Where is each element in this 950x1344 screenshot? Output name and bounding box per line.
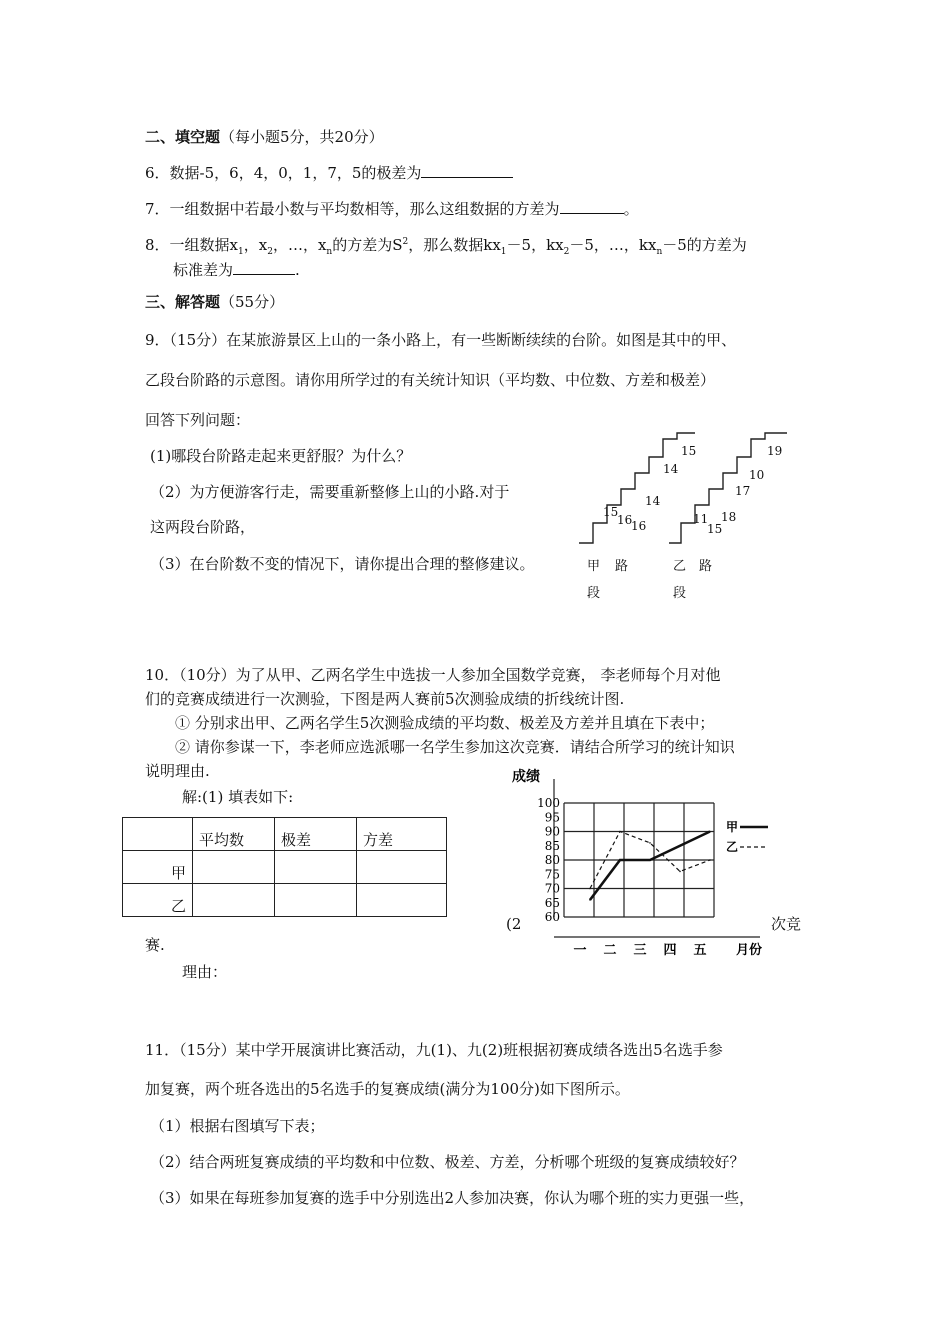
- q8-text-i: 标准差为: [173, 261, 234, 279]
- q6-number: 6．: [145, 164, 170, 182]
- data-point: [589, 899, 591, 901]
- y-tick-label: 85: [544, 838, 560, 853]
- section-3-heading: [145, 292, 284, 312]
- data-point: [679, 845, 681, 847]
- yi-step-3: 18: [721, 510, 737, 524]
- table-row: [123, 884, 447, 917]
- table-cell[interactable]: [193, 851, 275, 884]
- jia-step-1-a: 15: [603, 505, 619, 519]
- jia-label: 甲: [587, 559, 601, 574]
- score-line-chart: [510, 765, 772, 965]
- q8-text-f: －5，kx: [506, 236, 564, 254]
- data-point: [649, 842, 651, 844]
- table-cell[interactable]: [275, 884, 357, 917]
- q10-line-3: ① 分别求出甲、乙两名学生5次测验成绩的平均数、极差及方差并且填在下表中；: [175, 714, 715, 732]
- y-tick-label: 75: [544, 867, 560, 882]
- table-row-label: 乙: [123, 884, 193, 917]
- chart-xlabel: 月份: [736, 943, 763, 958]
- q9-part-2: （2）为方便游客行走，需要重新整修上山的小路.对于: [150, 483, 510, 501]
- q8-end: .: [295, 261, 300, 279]
- q9-line-3: 回答下列问题：: [145, 411, 251, 429]
- q9-line-1: 9．（15分）在某旅游景区上山的一条小路上，有一些断断续续的台阶。如图是其中的甲、: [145, 331, 737, 349]
- data-point: [619, 859, 621, 861]
- table-row: [123, 851, 447, 884]
- q9-part-2b: 这两段台阶路，: [150, 518, 256, 536]
- section-2-title: 二、填空题: [145, 128, 221, 146]
- legend-label: 乙: [726, 840, 739, 854]
- q10-line-5: 说明理由.: [145, 762, 210, 780]
- y-tick-label: 90: [544, 824, 560, 839]
- q9-part-3: （3）在台阶数不变的情况下，请你提出合理的整修建议。: [150, 555, 535, 573]
- jia-step-5: 14: [663, 462, 679, 476]
- section-2-heading: [145, 127, 384, 147]
- table-header-cell: 方差: [357, 818, 447, 851]
- jia-road-label: 路: [615, 559, 629, 574]
- section-3-note: （55分）: [220, 293, 285, 311]
- question-7: [145, 199, 639, 219]
- data-point: [709, 831, 711, 833]
- jia-segment-label: 段: [587, 586, 601, 601]
- q6-answer-blank[interactable]: [421, 163, 513, 178]
- data-point: [709, 859, 711, 861]
- section-2-note: （每小题5分，共20分）: [220, 128, 384, 146]
- q9-part-1: (1)哪段台阶路走起来更舒服？为什么？: [150, 447, 412, 465]
- q8-text-c: ，…，x: [272, 236, 327, 254]
- yi-label: 乙: [673, 559, 687, 574]
- q8-sup-2: 2: [402, 237, 409, 247]
- q10-fragment-right: 次竞: [771, 915, 802, 933]
- q8-text-h: －5的方差为: [662, 236, 747, 254]
- q8-text-d: 的方差为S: [332, 236, 403, 254]
- data-point: [619, 831, 621, 833]
- q10-reason-label: 理由：: [182, 963, 228, 981]
- table-cell[interactable]: [357, 851, 447, 884]
- y-tick-label: 100: [537, 796, 560, 810]
- q8-text-a: 一组数据x: [169, 236, 239, 254]
- data-point: [649, 859, 651, 861]
- q10-answer-table: [122, 817, 447, 917]
- chart-title: 成绩: [512, 769, 540, 785]
- q11-part-2: （2）结合两班复赛成绩的平均数和中位数、极差、方差，分析哪个班级的复赛成绩较好？: [150, 1153, 745, 1171]
- q6-text: 数据-5，6，4，0，1，7，5的极差为: [169, 164, 422, 182]
- q9-line-2: 乙段台阶路的示意图。请你用所学过的有关统计知识（平均数、中位数、方差和极差）: [145, 371, 716, 389]
- x-tick-label: 五: [693, 943, 707, 958]
- table-row-label: 甲: [123, 851, 193, 884]
- x-tick-label: 四: [663, 943, 677, 958]
- q8-answer-blank[interactable]: [233, 260, 295, 275]
- q8-sub-k1: 1: [500, 247, 507, 257]
- table-header-row: [123, 818, 447, 851]
- table-cell[interactable]: [193, 884, 275, 917]
- q8-text-g: －5，…，kx: [569, 236, 657, 254]
- yi-segment-label: 段: [673, 586, 687, 601]
- yi-step-6: 19: [767, 444, 783, 458]
- q11-line-2: 加复赛，两个班各选出的5名选手的复赛成绩(满分为100分)如下图所示。: [145, 1080, 630, 1098]
- q7-answer-blank[interactable]: [560, 199, 624, 214]
- q10-fragment-end: 赛.: [145, 936, 165, 954]
- y-tick-label: 70: [544, 881, 560, 896]
- q8-sub-k2: 2: [563, 247, 570, 257]
- q10-line-1: 10．（10分）为了从甲、乙两名学生中选拔一人参加全国数学竞赛， 李老师每个月对他: [145, 666, 721, 684]
- table-cell[interactable]: [357, 884, 447, 917]
- q8-sub-n: n: [326, 247, 333, 257]
- stairs-diagram: [575, 425, 800, 605]
- yi-step-4: 17: [735, 484, 751, 498]
- yi-step-2: 15: [707, 522, 723, 536]
- q8-number: 8．: [145, 236, 170, 254]
- data-point: [589, 888, 591, 890]
- table-header-cell: 极差: [275, 818, 357, 851]
- legend-label: 甲: [726, 820, 739, 834]
- data-point: [679, 871, 681, 873]
- q10-line-4: ② 请你参谋一下，李老师应选派哪一名学生参加这次竞赛．请结合所学习的统计知识: [175, 738, 735, 756]
- q7-end: 。: [623, 200, 639, 218]
- jia-step-2: 16: [617, 513, 633, 527]
- table-header-cell: 平均数: [193, 818, 275, 851]
- table-header-cell: [123, 818, 193, 851]
- yi-step-5: 10: [749, 468, 765, 482]
- x-tick-label: 二: [603, 943, 617, 958]
- x-tick-label: 一: [573, 943, 587, 958]
- q8-sub-2: 2: [267, 247, 273, 257]
- question-8-line-1: [145, 232, 747, 262]
- x-tick-label: 三: [633, 943, 647, 958]
- question-6: [145, 163, 513, 183]
- yi-road-label: 路: [699, 559, 713, 574]
- series-line-jia: [590, 832, 710, 900]
- section-3-title: 三、解答题: [145, 293, 221, 311]
- q8-text-e: ，那么数据kx: [408, 236, 501, 254]
- q8-sub-kn: n: [656, 247, 663, 257]
- question-8-line-2: [173, 260, 300, 280]
- q7-number: 7．: [145, 200, 170, 218]
- q7-text: 一组数据中若最小数与平均数相等，那么这组数据的方差为: [169, 200, 560, 218]
- q11-line-1: 11．（15分）某中学开展演讲比赛活动，九(1)、九(2)班根据初赛成绩各选出5名选手参: [145, 1041, 723, 1059]
- q10-fragment-left: (2: [506, 915, 522, 933]
- table-cell[interactable]: [275, 851, 357, 884]
- jia-step-4: 14: [645, 494, 661, 508]
- q8-text-b: ，x: [243, 236, 268, 254]
- y-tick-label: 80: [544, 853, 560, 867]
- jia-step-6: 15: [681, 444, 697, 458]
- jia-step-3: 16: [631, 519, 647, 533]
- yi-step-1: 11: [693, 512, 709, 526]
- q10-solution-intro: 解:(1) 填表如下:: [182, 788, 294, 806]
- y-tick-label: 65: [544, 895, 560, 910]
- q11-part-3: （3）如果在每班参加复赛的选手中分别选出2人参加决赛，你认为哪个班的实力更强一些，: [150, 1189, 755, 1207]
- q10-line-2: 们的竞赛成绩进行一次测验，下图是两人赛前5次测验成绩的折线统计图.: [145, 690, 625, 708]
- y-tick-label: 95: [544, 810, 560, 825]
- q8-sub-1: 1: [238, 247, 244, 257]
- y-tick-label: 60: [544, 910, 560, 924]
- q11-part-1: （1）根据右图填写下表；: [150, 1117, 325, 1135]
